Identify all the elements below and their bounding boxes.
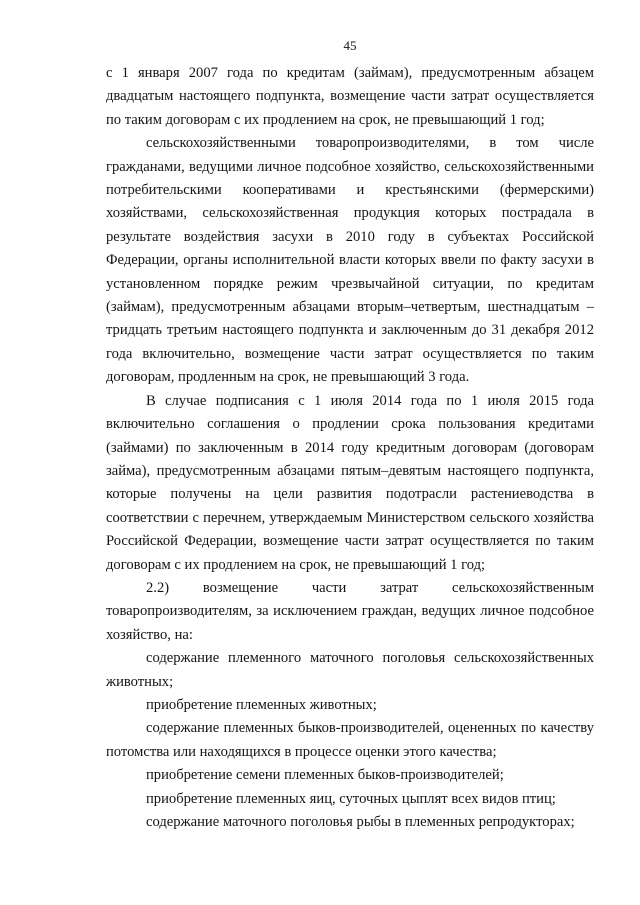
paragraph: сельскохозяйственными товаропроизводителями, в том числе гражданами, ведущими личное подсобное хозяйство, сельскохозяйственными потребительскими кооперативами и крестьянскими (фермерскими) хозяйствами, сельскохозяйственная продукция которых пострадала в результате воздействия засухи в 2010 году в субъектах Российской Федерации, органы исполнительной власти которых ввели по факту засухи в установленном порядке режим чрезвычайной ситуации, по кредитам (займам), предусмотренным абзацами вторым–четвертым, шестнадцатым – тридцать третьим настоящего подпункта и заключенным до 31 декабря 2012 года включительно, возмещение части затрат осуществляется по таким договорам, продленным на срок, не превышающий 3 года.	[106, 135, 594, 386]
paragraph: приобретение племенных животных;	[146, 696, 377, 713]
paragraph: содержание племенного маточного поголовья сельскохозяйственных животных;	[106, 650, 594, 690]
paragraph: приобретение племенных яиц, суточных цыплят всех видов птиц;	[146, 790, 556, 807]
paragraph: содержание племенных быков-производителей, оцененных по качеству потомства или находящихся в процессе оценки этого качества;	[106, 720, 594, 760]
paragraph: 2.2) возмещение части затрат сельскохозяйственным товаропроизводителям, за исключением граждан, ведущих личное подсобное хозяйство, на:	[106, 579, 594, 643]
document-body	[106, 62, 594, 834]
paragraph: В случае подписания с 1 июля 2014 года по 1 июля 2015 года включительно соглашения о продлении срока пользования кредитами (займами) по заключенным в 2014 году кредитным договорам (договорам займа), предусмотренным абзацами пятым–девятым настоящего подпункта, которые получены на цели развития подотрасли растениеводства в соответствии с перечнем, утверждаемым Министерством сельского хозяйства Российской Федерации, возмещение части затрат осуществляется по таким договорам с их продлением на срок, не превышающий 1 год;	[106, 392, 594, 573]
paragraph: приобретение семени племенных быков-производителей;	[146, 767, 504, 784]
page-number: 45	[343, 38, 357, 53]
paragraph: содержание маточного поголовья рыбы в племенных репродукторах;	[146, 814, 575, 830]
paragraph: с 1 января 2007 года по кредитам (займам), предусмотренным абзацем двадцатым настоящего подпункта, возмещение части затрат осуществляется по таким договорам с их продлением на срок, не превышающий 1 год;	[106, 65, 594, 128]
